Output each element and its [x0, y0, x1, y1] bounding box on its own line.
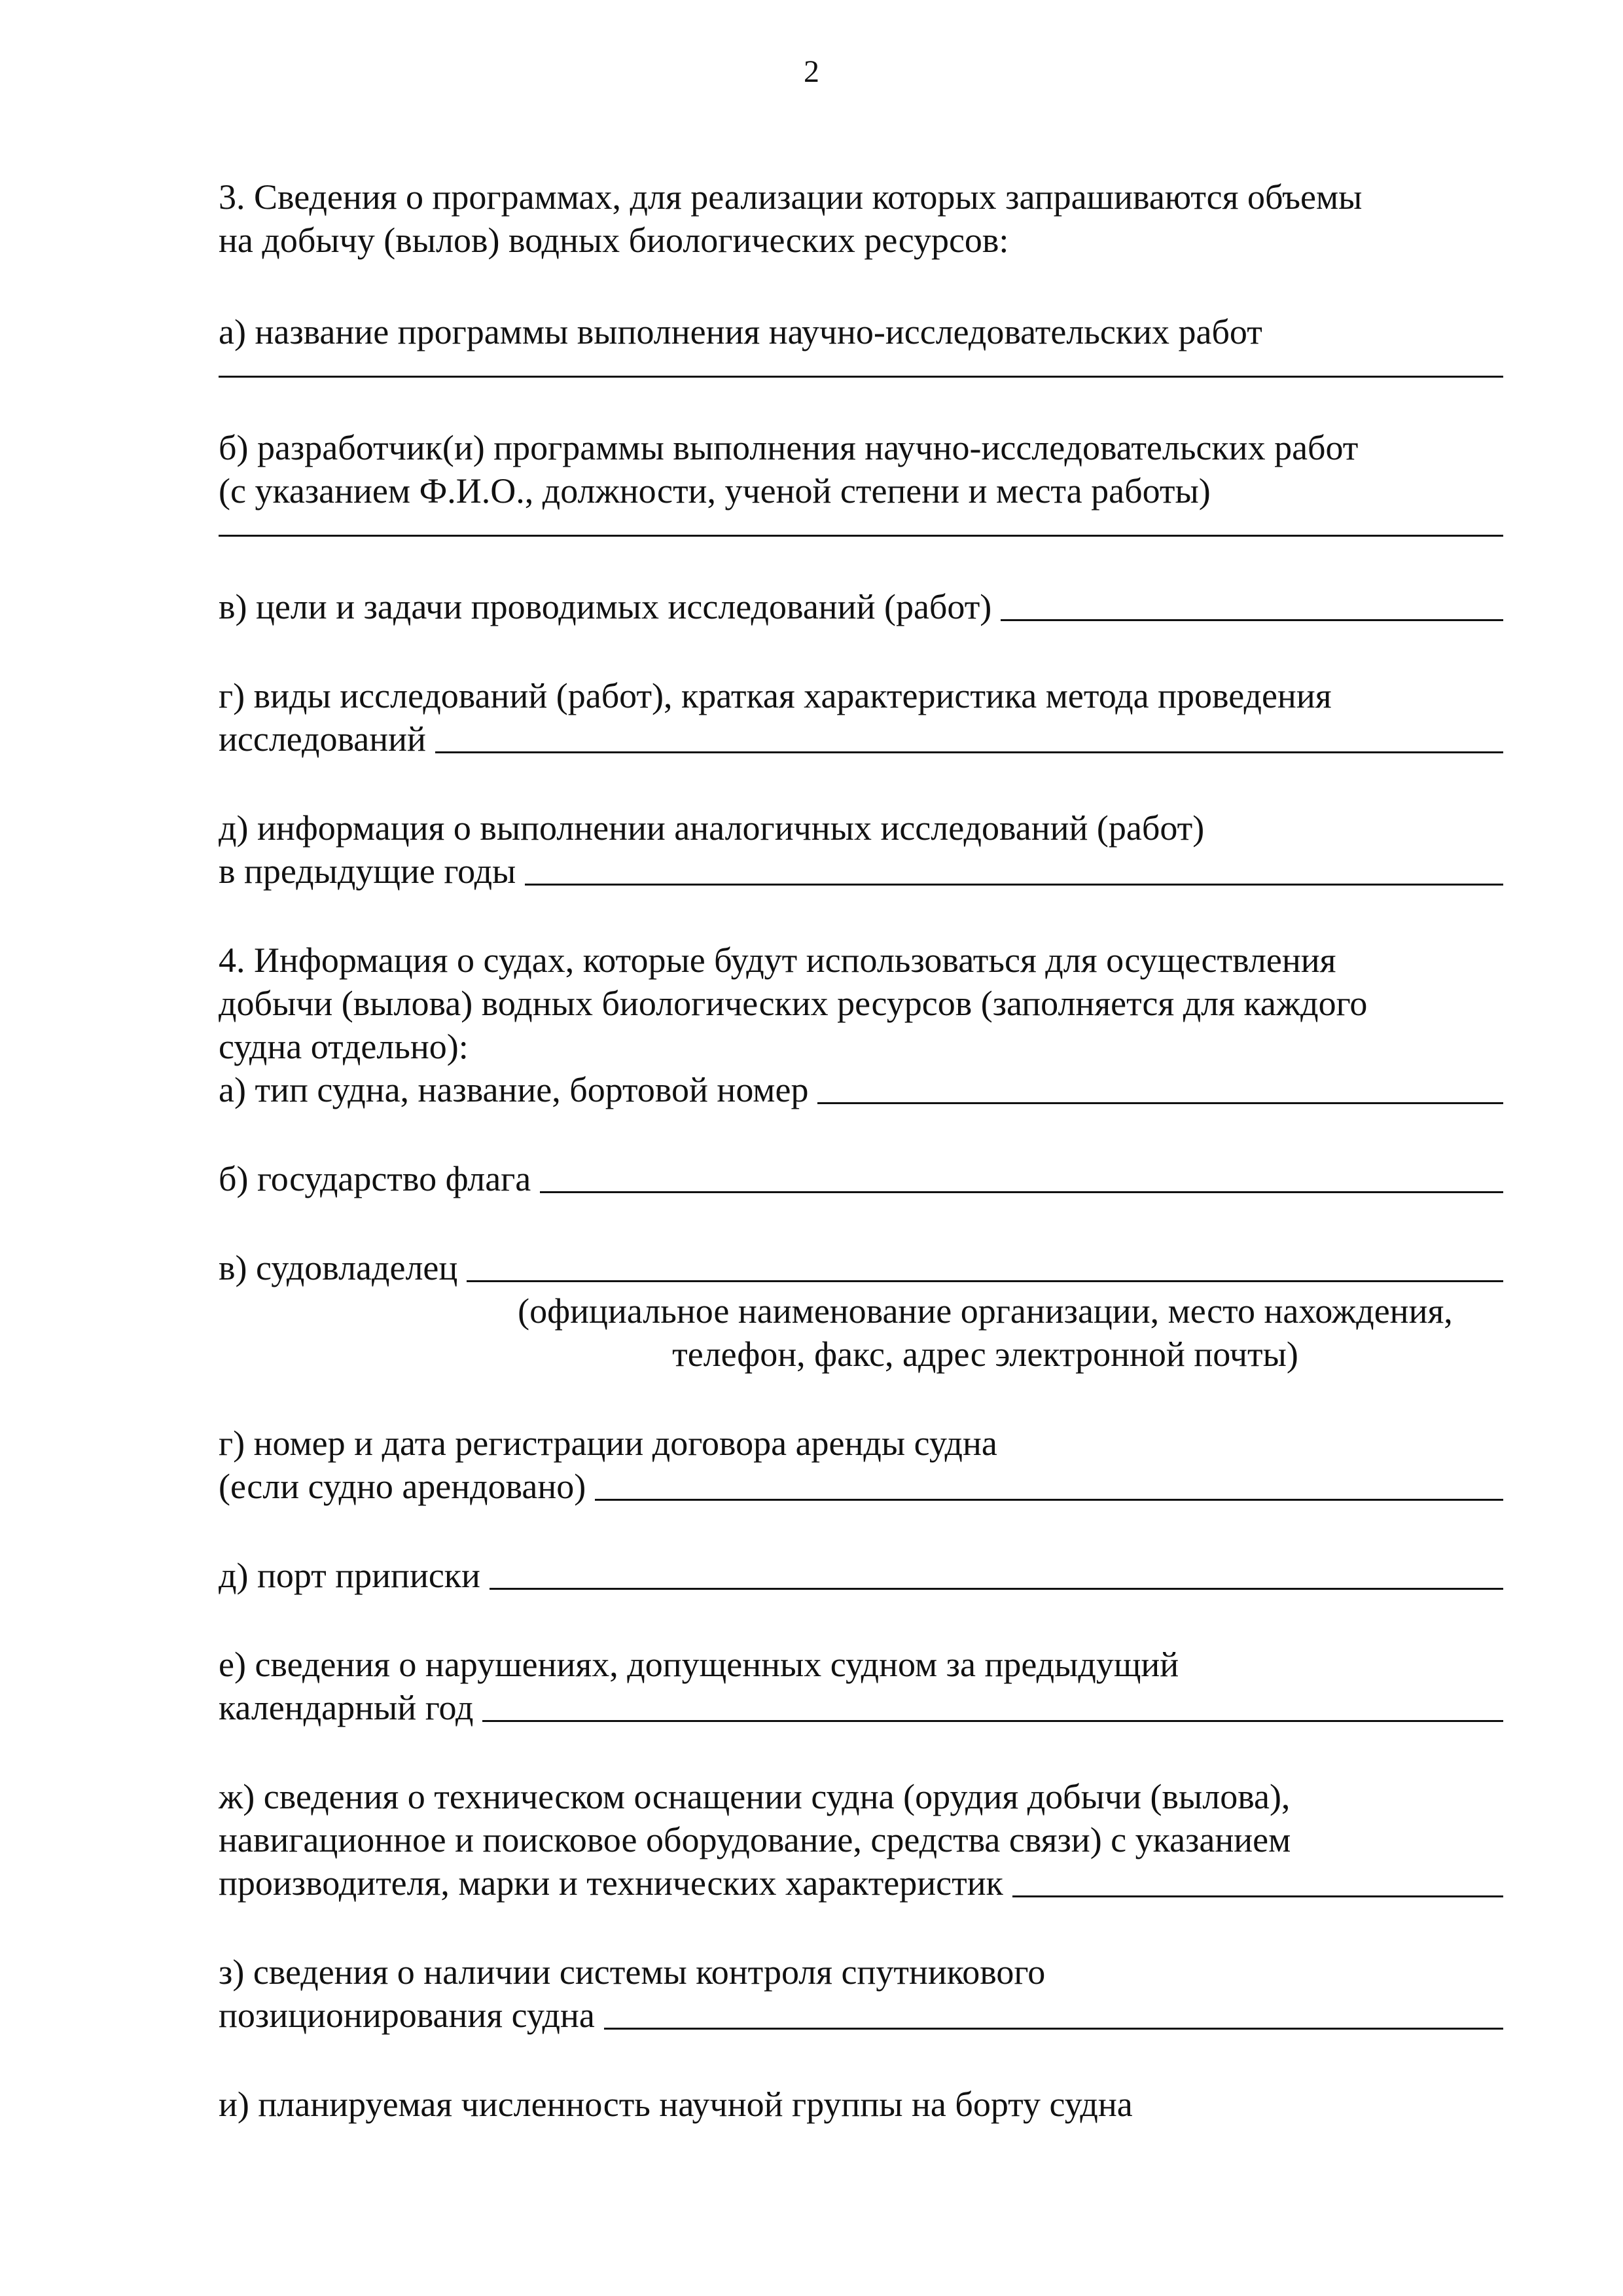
item-4z-label-line1: з) сведения о наличии системы контроля спутникового — [219, 1952, 1046, 1992]
item-3d-blank-line[interactable] — [525, 883, 1503, 886]
item-4v-note-line2: телефон, факс, адрес электронной почты) — [672, 1335, 1298, 1374]
item-4b-label: б) государство флага — [219, 1159, 531, 1198]
item-3b-label-line1: б) разработчик(и) программы выполнения научно-исследовательских работ — [219, 428, 1359, 467]
item-3v-blank-line[interactable] — [1001, 619, 1503, 621]
item-4v-blank-line[interactable] — [467, 1280, 1503, 1282]
item-3d-label-line1: д) информация о выполнении аналогичных исследований (работ) — [219, 808, 1205, 848]
section3-heading-line2: на добычу (вылов) водных биологических ресурсов: — [219, 221, 1009, 260]
item-4g-label-line2: (если судно арендовано) — [219, 1467, 586, 1506]
item-3g-label-line1: г) виды исследований (работ), краткая характеристика метода проведения — [219, 676, 1332, 715]
item-4e-label-line2: календарный год — [219, 1688, 474, 1727]
item-4zh-label-line3: производителя, марки и технических характеристик — [219, 1863, 1003, 1903]
item-3d-label-line2: в предыдущие годы — [219, 852, 516, 891]
form-content — [219, 175, 1503, 2126]
item-4g-label-line1: г) номер и дата регистрации договора аренды судна — [219, 1424, 997, 1463]
item-4z-row — [219, 1994, 1503, 2037]
item-4d-row — [219, 1554, 1503, 1597]
item-4e-blank-line[interactable] — [482, 1719, 1503, 1722]
item-4v-label: в) судовладелец — [219, 1248, 458, 1287]
item-4d-label: д) порт приписки — [219, 1556, 480, 1595]
section3-heading-line1: 3. Сведения о программах, для реализации которых запрашиваются объемы — [219, 177, 1363, 217]
item-4i-label: и) планируемая численность научной группы на борту судна — [219, 2085, 1133, 2124]
item-3g-row — [219, 717, 1503, 761]
item-4b-blank-line[interactable] — [540, 1191, 1503, 1193]
item-3v-label: в) цели и задачи проводимых исследований (работ) — [219, 587, 992, 626]
item-4zh-label-line1: ж) сведения о техническом оснащении судна (орудия добычи (вылова), — [219, 1777, 1291, 1816]
item-3a-label: а) название программы выполнения научно-исследовательских работ — [219, 312, 1262, 351]
item-4d-blank-line[interactable] — [490, 1587, 1503, 1590]
item-4v-row — [219, 1246, 1503, 1289]
section4-heading-line2: добычи (вылова) водных биологических ресурсов (заполняется для каждого — [219, 984, 1368, 1023]
section4-heading-line3: судна отдельно): — [219, 1027, 469, 1066]
item-4e-label-line1: е) сведения о нарушениях, допущенных судном за предыдущий — [219, 1645, 1179, 1684]
section4-heading-line1: 4. Информация о судах, которые будут использоваться для осуществления — [219, 941, 1336, 980]
item-3b-label-line2: (с указанием Ф.И.О., должности, ученой степени и места работы) — [219, 471, 1211, 511]
item-4z-blank-line[interactable] — [604, 2027, 1503, 2030]
item-3g-blank-line[interactable] — [435, 751, 1503, 753]
page-number: 2 — [804, 54, 819, 89]
item-4g-row — [219, 1465, 1503, 1508]
item-4e-row — [219, 1686, 1503, 1729]
item-4zh-blank-line[interactable] — [1012, 1895, 1503, 1897]
item-3g-label-line2: исследований — [219, 719, 426, 759]
item-4b-row — [219, 1157, 1503, 1200]
item-4v-note-line1: (официальное наименование организации, место нахождения, — [518, 1291, 1453, 1331]
item-4zh-label-line2: навигационное и поисковое оборудование, средства связи) с указанием — [219, 1820, 1291, 1859]
item-4g-blank-line[interactable] — [595, 1498, 1503, 1501]
item-4a-label: а) тип судна, название, бортовой номер — [219, 1070, 809, 1109]
item-4zh-row — [219, 1861, 1503, 1905]
item-4z-label-line2: позиционирования судна — [219, 1996, 595, 2035]
item-4v-note — [219, 1289, 1503, 1376]
item-4a-blank-line[interactable] — [817, 1102, 1503, 1104]
item-4a-row — [219, 1068, 1503, 1111]
item-3d-row — [219, 850, 1503, 893]
item-3v-row — [219, 585, 1503, 628]
